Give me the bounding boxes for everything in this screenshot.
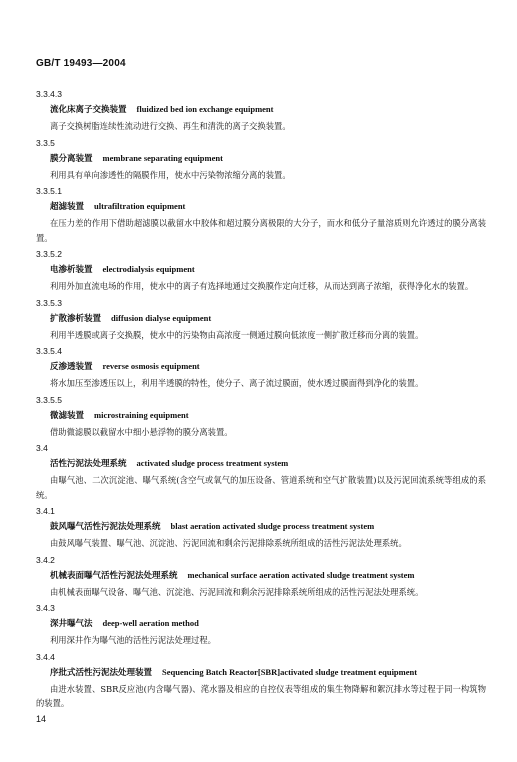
clause-number: 3.3.5.1	[36, 186, 62, 196]
clause-number: 3.4	[36, 443, 48, 453]
standard-code: GB/T 19493—2004	[36, 58, 126, 69]
term-zh: 序批式活性污泥法处理装置	[50, 667, 153, 678]
clause-number: 3.3.5.3	[36, 297, 62, 308]
term-zh: 膜分离装置	[50, 153, 93, 164]
term-en: reverse osmosis equipment	[102, 361, 200, 371]
clause-number: 3.4.3	[36, 603, 55, 613]
term-definition: 将水加压至渗透压以上，利用半透膜的特性，使分子、离子流过膜面，使水透过膜面得到净化的装置。	[50, 378, 424, 388]
term-zh: 微滤装置	[50, 410, 85, 421]
clause-number: 3.3.5.5	[36, 394, 62, 405]
term-en: activated sludge process treatment system	[136, 458, 289, 468]
term-heading	[50, 152, 486, 165]
term-en: ultrafiltration equipment	[94, 201, 186, 211]
term-en: fluidized bed ion exchange equipment	[136, 104, 274, 114]
page-number: 14	[36, 714, 47, 724]
term-definition: 离子交换树脂连续性流动进行交换、再生和清洗的离子交换装置。	[50, 121, 291, 131]
clause-number: 3.3.5	[36, 137, 55, 148]
term-definition: 利用具有单向渗透性的隔膜作用，使水中污染物浓缩分离的装置。	[50, 169, 291, 180]
clause-number: 3.3.5.2	[36, 249, 62, 259]
term-definition: 在压力差的作用下借助超滤膜以截留水中胶体和超过膜分离极限的大分子，而水和低分子量溶质则允许透过的膜分离装置。	[36, 218, 486, 243]
term-definition: 利用深井作为曝气池的活性污泥法处理过程。	[50, 635, 216, 645]
term-heading	[50, 617, 486, 630]
term-heading	[50, 520, 486, 533]
document-body	[36, 88, 486, 714]
term-definition: 由机械表面曝气设备、曝气池、沉淀池、污泥回流和剩余污泥排除系统所组成的活性污泥法处理系统。	[50, 586, 424, 597]
term-zh: 深井曝气法	[50, 619, 93, 629]
term-en: Sequencing Batch Reactor[SBR]activated sludge treatment equipment	[162, 666, 418, 677]
term-zh: 电渗析装置	[50, 265, 93, 275]
term-zh: 反渗透装置	[50, 362, 93, 372]
clause-number: 3.4.1	[36, 506, 55, 516]
term-heading	[50, 200, 486, 213]
term-heading	[50, 457, 486, 470]
term-en: membrane separating equipment	[102, 152, 223, 163]
clause-number: 3.3.4.3	[36, 89, 62, 99]
clause-number: 3.3.5.4	[36, 346, 62, 356]
term-heading	[50, 569, 486, 582]
term-en: mechanical surface aeration activated sludge treatment system	[187, 569, 415, 580]
term-zh: 鼓风曝气活性污泥法处理系统	[50, 522, 161, 532]
term-definition: 由鼓风曝气装置、曝气池、沉淀池、污泥回流和剩余污泥排除系统所组成的活性污泥法处理系统。	[50, 538, 407, 548]
term-en: deep-well aeration method	[102, 618, 199, 628]
clause-number: 3.4.2	[36, 554, 55, 565]
term-zh: 扩散渗析装置	[50, 313, 102, 324]
term-definition: 借助微滤膜以截留水中细小悬浮物的膜分离装置。	[50, 426, 233, 437]
term-en: microstraining equipment	[94, 409, 189, 420]
term-definition: 由进水装置、SBR反应池(内含曝气器)、滗水器及相应的自控仪表等组成的集生物降解和絮沉排水等过程于同一构筑物的装置。	[36, 683, 486, 708]
term-heading	[50, 409, 486, 422]
term-heading	[50, 103, 486, 116]
term-zh: 机械表面曝气活性污泥法处理系统	[50, 570, 178, 581]
term-zh: 超滤装置	[50, 202, 85, 212]
clause-number: 3.4.4	[36, 651, 55, 662]
term-heading	[50, 312, 486, 325]
term-en: electrodialysis equipment	[102, 264, 195, 274]
term-en: blast aeration activated sludge process treatment system	[170, 521, 375, 531]
term-definition: 利用半透膜或离子交换膜，使水中的污染物由高浓度一侧通过膜向低浓度一侧扩散迁移而分离的装置。	[50, 329, 424, 340]
term-definition: 利用外加直流电场的作用，使水中的离子有选择地通过交换膜作定向迁移，从而达到离子浓缩，获得净化水的装置。	[50, 281, 474, 291]
term-en: diffusion dialyse equipment	[111, 312, 212, 323]
term-heading	[50, 263, 486, 276]
term-heading	[50, 666, 486, 679]
term-zh: 流化床离子交换装置	[50, 105, 127, 115]
term-heading	[50, 360, 486, 373]
term-zh: 活性污泥法处理系统	[50, 459, 127, 469]
term-definition: 由曝气池、二次沉淀池、曝气系统(含空气或氧气的加压设备、管道系统和空气扩散装置)以及污泥回流系统等组成的系统。	[36, 475, 486, 500]
